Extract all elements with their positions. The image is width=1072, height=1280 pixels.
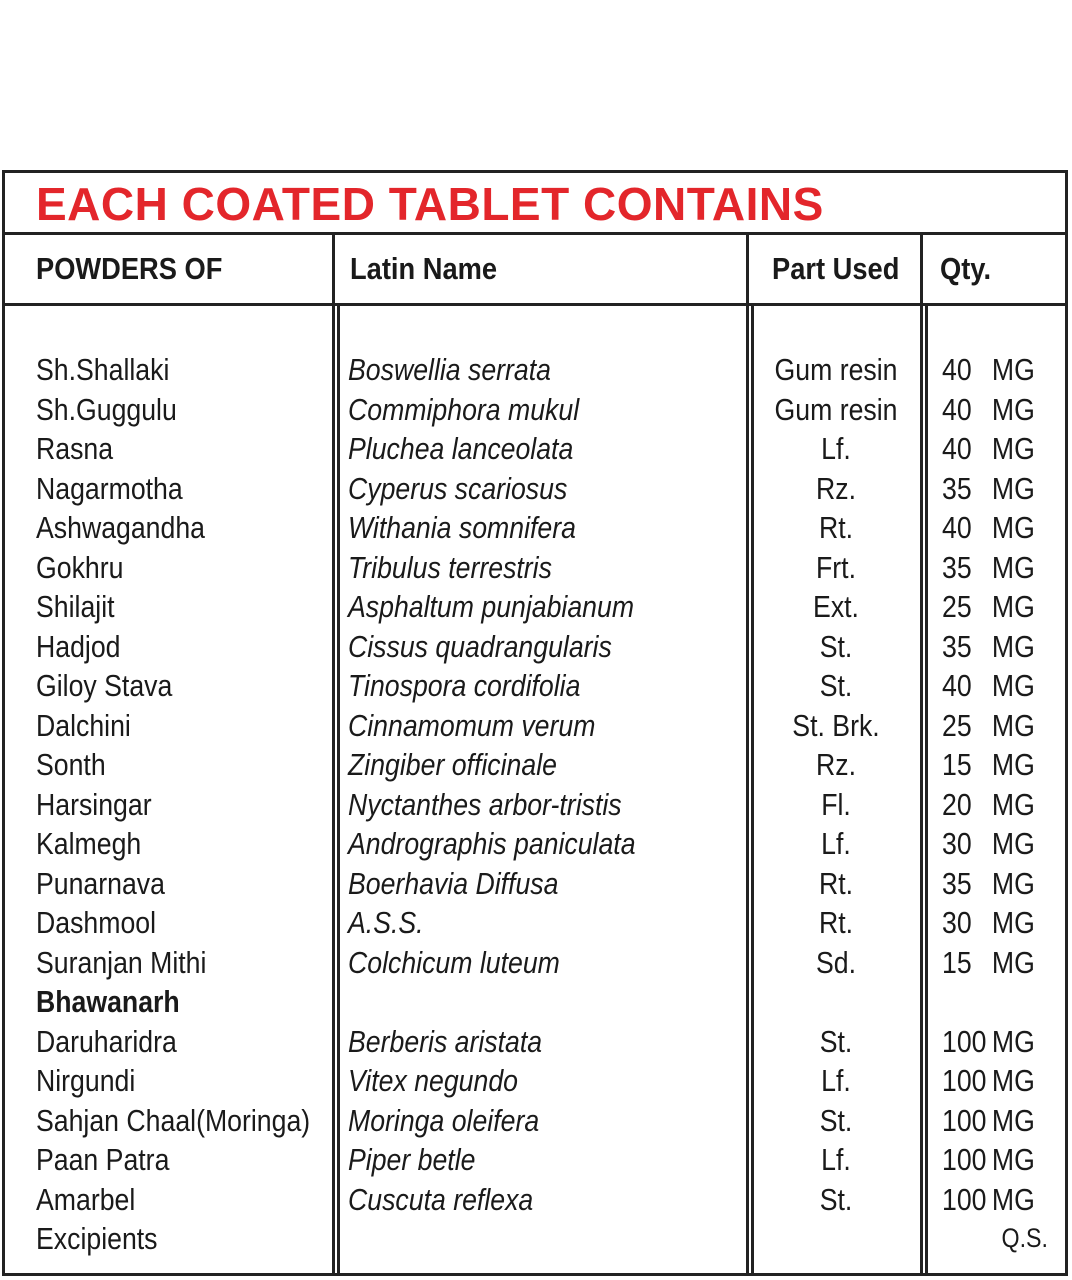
quantity-value: 100 [942,1102,987,1138]
ingredient-name: Dashmool [36,905,157,940]
part-used: Ext. [813,589,859,624]
table-row [0,350,1072,390]
quantity-value: 25 [942,707,972,743]
quantity-value: 30 [942,826,972,861]
table-row [0,1101,1072,1141]
bhawana-heading: Bhawanarh [36,984,180,1019]
quantity-unit: MG [991,668,1035,703]
quantity [942,785,1033,825]
label-title: EACH COATED TABLET CONTAINS [36,178,824,230]
header-latin-name: Latin Name [350,251,498,286]
table-row [0,666,1072,706]
header-qty: Qty. [940,251,992,286]
quantity [942,390,1033,430]
quantity-unit: MG [991,1142,1035,1177]
quantity-unit: MG [991,510,1035,545]
part-used: Rz. [816,470,856,506]
ingredient-name: Sh.Guggulu [36,391,177,427]
quantity-value: 25 [942,589,972,624]
part-used: Lf. [821,431,851,466]
part-used: Lf. [821,826,851,861]
part-used: Rz. [816,747,856,782]
table-row [0,785,1072,825]
quantity [942,1101,1033,1141]
quantity-unit: MG [991,1181,1035,1217]
ingredient-name: Harsingar [36,786,152,822]
part-used: Sd. [815,944,857,980]
header-part-used: Part Used [772,251,900,286]
ingredient-name: Shilajit [36,589,115,624]
part-used: Gum resin [774,352,898,387]
quantity-unit: MG [991,826,1035,861]
latin-name: Cyperus scariosus [348,470,568,506]
part-used: St. [819,668,853,703]
header-powders-of: POWDERS OF [36,251,223,286]
ingredient-name: Kalmegh [36,826,142,861]
quantity [942,745,1033,785]
latin-name: Tribulus terrestris [348,549,552,585]
table-row [0,587,1072,627]
quantity-value: 40 [942,668,972,703]
quantity-unit: MG [991,391,1035,427]
latin-name: Withania somnifera [348,510,576,545]
ingredient-name: Suranjan Mithi [36,944,207,980]
bhawana-heading-row [0,982,1072,1022]
quantity-unit: MG [991,549,1035,585]
part-used: St. [819,1023,853,1059]
quantity [942,350,1033,390]
quantity [942,903,1033,943]
part-used: St. [819,1102,853,1138]
ingredient-name: Sonth [36,747,106,782]
quantity-value: 100 [942,1023,987,1059]
title-divider [2,232,1068,235]
latin-name: Vitex negundo [348,1063,518,1098]
quantity-value: 15 [942,944,972,980]
table-row [0,627,1072,667]
table-row [0,864,1072,904]
ingredient-name: Daruharidra [36,1023,177,1059]
ingredient-name: Sh.Shallaki [36,352,170,387]
quantity [942,1022,1033,1062]
quantity-unit: MG [991,1102,1035,1138]
table-row [0,1061,1072,1101]
ingredient-name: Giloy Stava [36,668,173,703]
table-row [0,508,1072,548]
ingredient-name: Nagarmotha [36,470,183,506]
quantity-value: 100 [942,1063,987,1098]
latin-name: Piper betle [348,1142,476,1177]
ingredient-name: Punarnava [36,865,165,901]
quantity-value: 100 [942,1142,987,1177]
table-row [0,1140,1072,1180]
part-used: Frt. [816,549,856,585]
quantity [942,429,1033,469]
part-used: St. Brk. [792,707,880,743]
ingredient-name: Paan Patra [36,1142,170,1177]
quantity-value: 15 [942,747,972,782]
ingredient-name: Gokhru [36,549,124,585]
quantity [942,1180,1033,1220]
part-used: Rt. [818,865,854,901]
quantity-unit: MG [991,1023,1035,1059]
latin-name: Tinospora cordifolia [348,668,581,703]
quantity-unit: MG [991,431,1035,466]
quantity [942,824,1033,864]
part-used: Lf. [821,1063,851,1098]
quantity-value: 20 [942,786,972,822]
latin-name: Nyctanthes arbor-tristis [348,786,622,822]
quantity [942,666,1033,706]
ingredient-name: Sahjan Chaal(Moringa) [36,1102,311,1138]
ingredient-name: Amarbel [36,1181,136,1217]
table-row [0,943,1072,983]
quantity-value: 40 [942,431,972,466]
quantity [942,508,1033,548]
ingredient-name: Nirgundi [36,1063,136,1098]
quantity-value: 40 [942,352,972,387]
quantity-value: 100 [942,1181,987,1217]
part-used: Rt. [818,905,854,940]
ingredient-name: Hadjod [36,628,121,664]
table-row [0,548,1072,588]
header-divider [2,303,1068,306]
latin-name: Pluchea lanceolata [348,431,574,466]
excipients-name: Excipients [36,1221,158,1256]
quantity-unit: MG [991,905,1035,940]
quantity [942,627,1033,667]
latin-name: Zingiber officinale [348,747,557,782]
quantity [942,943,1033,983]
latin-name: Moringa oleifera [348,1102,540,1138]
part-used: St. [819,1181,853,1217]
quantity-value: 35 [942,865,972,901]
latin-name: Cinnamomum verum [348,707,596,743]
quantity-value: 35 [942,628,972,664]
quantity-unit: MG [991,707,1035,743]
latin-name: Commiphora mukul [348,391,580,427]
latin-name: Colchicum luteum [348,944,560,980]
quantity-unit: MG [991,865,1035,901]
part-used: Rt. [818,510,854,545]
part-used: St. [819,628,853,664]
latin-name: A.S.S. [348,905,424,940]
part-used: Lf. [821,1142,851,1177]
quantity [942,587,1033,627]
quantity-unit: MG [991,628,1035,664]
ingredient-name: Rasna [36,431,114,466]
quantity-unit: MG [991,944,1035,980]
quantity [942,548,1033,588]
table-row [0,824,1072,864]
quantity-value: 35 [942,470,972,506]
quantity-unit: MG [991,470,1035,506]
latin-name: Cissus quadrangularis [348,628,612,664]
table-row [0,469,1072,509]
table-row [0,745,1072,785]
table-row [0,1022,1072,1062]
quantity-value: 40 [942,510,972,545]
quantity [942,1061,1033,1101]
quantity-unit: MG [991,1063,1035,1098]
quantity [942,469,1033,509]
quantity-value: 40 [942,391,972,427]
latin-name: Asphaltum punjabianum [348,589,635,624]
part-used: Gum resin [774,391,898,427]
quantity [942,864,1033,904]
table-row [0,1180,1072,1220]
quantity-value: 30 [942,905,972,940]
latin-name: Andrographis paniculata [348,826,636,861]
latin-name: Boswellia serrata [348,352,552,387]
excipients-qty: Q.S. [1001,1223,1048,1253]
quantity-unit: MG [991,352,1035,387]
excipients-row [0,1219,1072,1259]
table-row [0,903,1072,943]
table-row [0,390,1072,430]
latin-name: Boerhavia Diffusa [348,865,559,901]
ingredient-name: Ashwagandha [36,510,205,545]
quantity-unit: MG [991,747,1035,782]
quantity [942,1140,1033,1180]
table-row [0,429,1072,469]
quantity-unit: MG [991,589,1035,624]
quantity-unit: MG [991,786,1035,822]
latin-name: Cuscuta reflexa [348,1181,534,1217]
part-used: Fl. [821,786,851,822]
ingredient-table [0,350,1072,1259]
table-row [0,706,1072,746]
quantity-value: 35 [942,549,972,585]
ingredient-name: Dalchini [36,707,131,743]
quantity [942,706,1033,746]
latin-name: Berberis aristata [348,1023,543,1059]
